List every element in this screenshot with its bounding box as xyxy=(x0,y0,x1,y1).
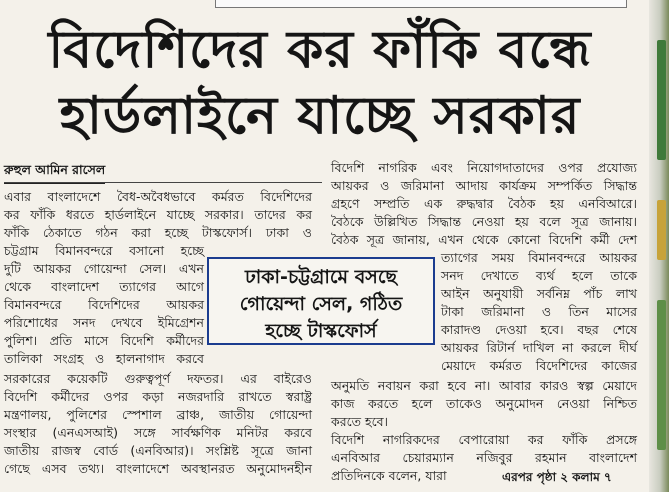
byline: রুহুল আমিন রাসেল xyxy=(4,162,105,184)
byline-rule xyxy=(4,182,322,183)
column1-line: জাতীয় রাজস্ব বোর্ড (এনবিআর)। সংশ্লিষ্ট সূত্রে জানা xyxy=(4,443,312,458)
column2-line: কাজ করতে হলে তাকেও অনুমোদন নেওয়া নিশ্চিত xyxy=(331,396,637,411)
column1-line: তালিকা সংগ্রহ ও হালনাগাদ করবে xyxy=(4,351,204,366)
column1-line: পুলিশ। প্রতি মাসে বিদেশি কর্মীদের xyxy=(4,333,204,348)
column2-line: বৈঠক সূত্র জানায়, এখন থেকে কোনো বিদেশি কর্মী দেশ xyxy=(331,232,637,247)
previous-article-box xyxy=(215,0,627,8)
column1-line: এবার বাংলাদেশে বৈধ-অবৈধভাবে কর্মরত বিদেশিদের xyxy=(4,189,312,204)
column1-line: বিদেশি কর্মীদের ওপর কড়া নজরদারি রাখতে স্বরাষ্ট্র xyxy=(4,389,312,404)
pullquote-line: গোয়েন্দা সেল, গঠিত xyxy=(239,293,403,315)
column2-line: করতে হবে। xyxy=(331,414,389,429)
pullquote-line: ঢাকা-চট্টগ্রামে বসছে xyxy=(245,266,397,288)
column1-line: বিমানবন্দরে বিদেশিদের আয়কর xyxy=(4,297,204,312)
column1-line: মন্ত্রণালয়, পুলিশের স্পেশাল ব্রাঞ্চ, জাতীয় গোয়েন্দা xyxy=(4,407,312,422)
column2-line: বিদেশি নাগরিকদের বেপারোয়া কর ফাঁকি প্রসঙ্গে xyxy=(331,432,637,447)
column2-line: সনদ দেখাতে ব্যর্থ হলে তাকে xyxy=(441,268,637,283)
column2-line: এনবিআর চেয়ারম্যান নজিবুর রহমান বাংলাদেশ xyxy=(331,450,637,465)
column1-line: সরকারের কয়েকটি গুরুত্বপূর্ণ দফতর। এর বাইরেও xyxy=(4,371,312,386)
edge-strip xyxy=(657,200,666,260)
column2-line: আয়কর রিটার্ন দাখিল না করলে দীর্ঘ xyxy=(441,340,637,355)
adjacent-page-edge xyxy=(649,0,669,492)
column1-line: ফাঁকি ঠেকাতে গঠন করা হচ্ছে টাস্কফোর্স। ঢাকা ও xyxy=(4,225,312,240)
column2-line: প্রতিদিনকে বলেন, যারা xyxy=(331,468,447,483)
column2-line: ত্যাগের সময় বিমানবন্দরে আয়কর xyxy=(441,250,637,265)
edge-strip xyxy=(657,40,666,160)
headline-line-2: হার্ডলাইনে যাচ্ছে সরকার xyxy=(59,85,581,146)
edge-strip xyxy=(657,300,666,450)
column2-line: গ্রহণে সম্প্রতি এক রুদ্ধদ্বার বৈঠক হয় এনবিআরে। xyxy=(331,196,637,211)
column2-line: টাকা জরিমানা ও তিন মাসের xyxy=(441,304,637,319)
column2-line: বিদেশি নাগরিক এবং নিয়োগদাতাদের ওপর প্রযোজ্য xyxy=(331,160,637,175)
column2-line: অনুমতি নবায়ন করা হবে না। আবার কারও স্বল্প মেয়াদে xyxy=(331,378,637,393)
column2-line: আইন অনুযায়ী সর্বনিম্ন পাঁচ লাখ xyxy=(441,286,637,301)
column1-line: কর ফাঁকি ধরতে হার্ডলাইনে যাচ্ছে সরকার। তাদের কর xyxy=(4,207,312,222)
headline-line-1: বিদেশিদের কর ফাঁকি বন্ধে xyxy=(48,19,592,80)
column2-line: কারাদণ্ড দেওয়া হবে। বছর শেষে xyxy=(441,322,637,337)
column2-line: আয়কর ও জরিমানা আদায় কার্যক্রম সম্পর্কিত সিদ্ধান্ত xyxy=(331,178,637,193)
column1-line: সংস্থার (এনএসআই) সঙ্গে সার্বক্ষণিক মনিটর করবে xyxy=(4,425,312,440)
column2-line: বৈঠকে উল্লিখিত সিদ্ধান্ত নেওয়া হয় বলে সূত্র জানায়। xyxy=(331,214,637,229)
pullquote-box xyxy=(207,257,435,345)
column1-line: থেকে বাংলাদেশ ত্যাগের আগে xyxy=(4,279,204,294)
column2-line: মেয়াদে কর্মরত বিদেশিদের কাজের xyxy=(441,358,637,373)
pullquote-line: হচ্ছে টাস্কফোর্স xyxy=(265,320,377,342)
column1-line: গেছে এসব তথ্য। বাংলাদেশে অবস্থানরত অনুমোদনহীন xyxy=(4,461,312,476)
column1-line: চট্টগ্রাম বিমানবন্দরে বসানো হচ্ছে xyxy=(4,243,204,258)
column1-line: দুটি আয়কর গোয়েন্দা সেল। এখন xyxy=(4,261,204,276)
continuation-note: এরপর পৃষ্ঠা ২ কলাম ৭ xyxy=(502,470,612,484)
column1-line: পরিশোধের সনদ দেখবে ইমিগ্রেশন xyxy=(4,315,204,330)
